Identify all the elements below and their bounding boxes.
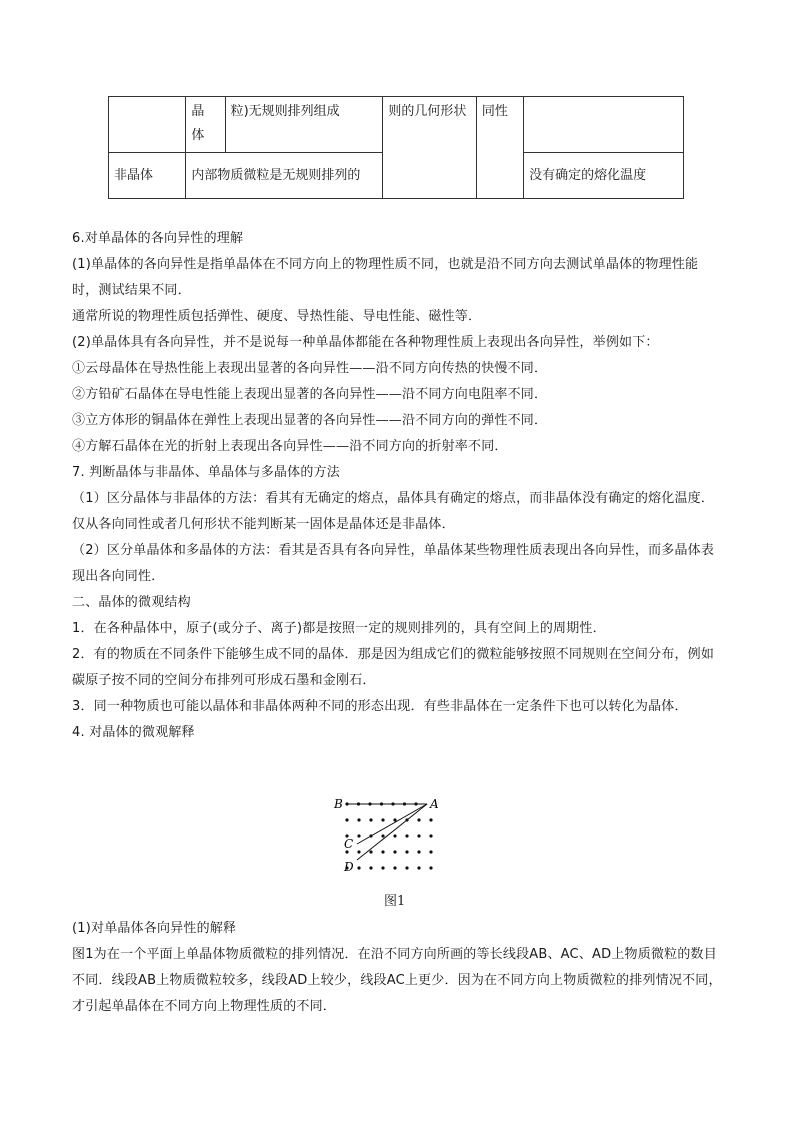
lattice-dot	[429, 850, 432, 853]
example-item: ①云母晶体在导热性能上表现出显著的各向异性——沿不同方向传热的快慢不同．	[72, 361, 548, 376]
lattice-dot	[405, 834, 408, 837]
paragraph: 3．同一种物质也可能以晶体和非晶体两种不同的形态出现．有些非晶体在一定条件下也可以转化为晶体．	[72, 699, 688, 714]
table-cell	[524, 97, 684, 153]
paragraph: 4. 对晶体的微观解释	[72, 725, 195, 740]
paragraph: (2)单晶体具有各向异性，并不是说每一种单晶体都能在各种物理性质上表现出各向异性，举例如下：	[72, 335, 659, 350]
lattice-dot	[417, 818, 420, 821]
figure-caption: 图1	[384, 894, 406, 909]
table-cell: 粒)无规则排列组成	[225, 97, 383, 153]
section-title: 二、晶体的微观结构	[72, 595, 191, 610]
paragraph: 通常所说的物理性质包括弹性、硬度、导热性能、导电性能、磁性等．	[72, 309, 482, 324]
label-d: D	[344, 860, 354, 874]
explanation-section	[72, 916, 724, 1020]
section-title: 7. 判断晶体与非晶体、单晶体与多晶体的方法	[72, 465, 340, 480]
lattice-dot	[393, 850, 396, 853]
lattice-dot	[369, 818, 372, 821]
table-cell: 晶 体	[186, 97, 225, 153]
section-title: (1)对单晶体各向异性的解释	[72, 921, 237, 936]
table-cell: 同性	[476, 97, 523, 199]
lattice-dot	[417, 834, 420, 837]
example-item: ④方解石晶体在光的折射上表现出各向异性——沿不同方向的折射率不同．	[72, 439, 508, 454]
example-item: ②方铅矿石晶体在导电性能上表现出显著的各向异性——沿不同方向电阻率不同．	[72, 387, 548, 402]
lattice-dot	[369, 850, 372, 853]
lattice-dot	[369, 866, 372, 869]
example-item: ③立方体形的铜晶体在弹性上表现出显著的各向异性——沿不同方向的弹性不同．	[72, 413, 548, 428]
table-cell-label: 非晶体	[109, 153, 186, 199]
paragraph: 图1为在一个平面上单晶体物质微粒的排列情况．在沿不同方向所画的等长线段AB、AC、AD上物质微粒的数目不同．线段AB上物质微粒较多，线段AD上较少，线段AC上更少．因为在不同方向上物质微粒的排列情况不同，才引起单晶体在不同方向上物理性质的不同．	[72, 947, 722, 1014]
paragraph: (1)单晶体的各向异性是指单晶体在不同方向上的物理性质不同，也就是沿不同方向去测试单晶体的物理性能时，测试结果不同．	[72, 257, 699, 298]
lattice-dot	[381, 866, 384, 869]
table-cell: 内部物质微粒是无规则排列的	[186, 153, 383, 199]
table-cell: 没有确定的熔化温度	[524, 153, 684, 199]
crystal-lattice-figure	[330, 796, 460, 878]
lattice-dot	[357, 850, 360, 853]
label-c: C	[344, 837, 354, 851]
section-6	[72, 226, 724, 746]
lattice-dot	[417, 850, 420, 853]
lattice-dot	[429, 818, 432, 821]
paragraph: （1）区分晶体与非晶体的方法：看其有无确定的熔点，晶体具有确定的熔点，而非晶体没有确定的熔化温度．仅从各向同性或者几何形状不能判断某一固体是晶体还是非晶体．	[72, 491, 715, 532]
lattice-dot	[405, 850, 408, 853]
paragraph: 1．在各种晶体中，原子(或分子、离子)都是按照一定的规则排列的，具有空间上的周期性．	[72, 621, 606, 636]
lattice-dot	[381, 818, 384, 821]
lattice-dot	[393, 834, 396, 837]
label-a: A	[430, 797, 439, 811]
table-cell	[109, 97, 186, 153]
paragraph: （2）区分单晶体和多晶体的方法：看其是否具有各向异性，单晶体某些物理性质表现出各向异性，而多晶体表现出各向同性．	[72, 543, 715, 584]
table-cell: 则的几何形状	[383, 97, 476, 199]
paragraph: 2．有的物质在不同条件下能够生成不同的晶体．那是因为组成它们的微粒能够按照不同规则在空间分布，例如碳原子按不同的空间分布排列可形成石墨和金刚石．	[72, 647, 715, 688]
lattice-dot	[357, 818, 360, 821]
lattice-dot	[393, 866, 396, 869]
segment-ac	[357, 804, 427, 844]
lattice-dot	[429, 866, 432, 869]
lattice-dot	[357, 866, 360, 869]
lattice-dot	[381, 850, 384, 853]
lattice-dot	[429, 834, 432, 837]
lattice-dot	[381, 834, 384, 837]
lattice-dot	[357, 834, 360, 837]
segment-ad	[357, 804, 427, 860]
lattice-dot	[345, 818, 348, 821]
lattice-dots	[345, 802, 432, 869]
section-title: 6.对单晶体的各向异性的理解	[72, 231, 244, 246]
table-row	[109, 97, 684, 153]
crystal-comparison-table	[108, 96, 684, 199]
label-b: B	[334, 797, 343, 811]
lattice-dot	[405, 866, 408, 869]
lattice-dot	[417, 866, 420, 869]
